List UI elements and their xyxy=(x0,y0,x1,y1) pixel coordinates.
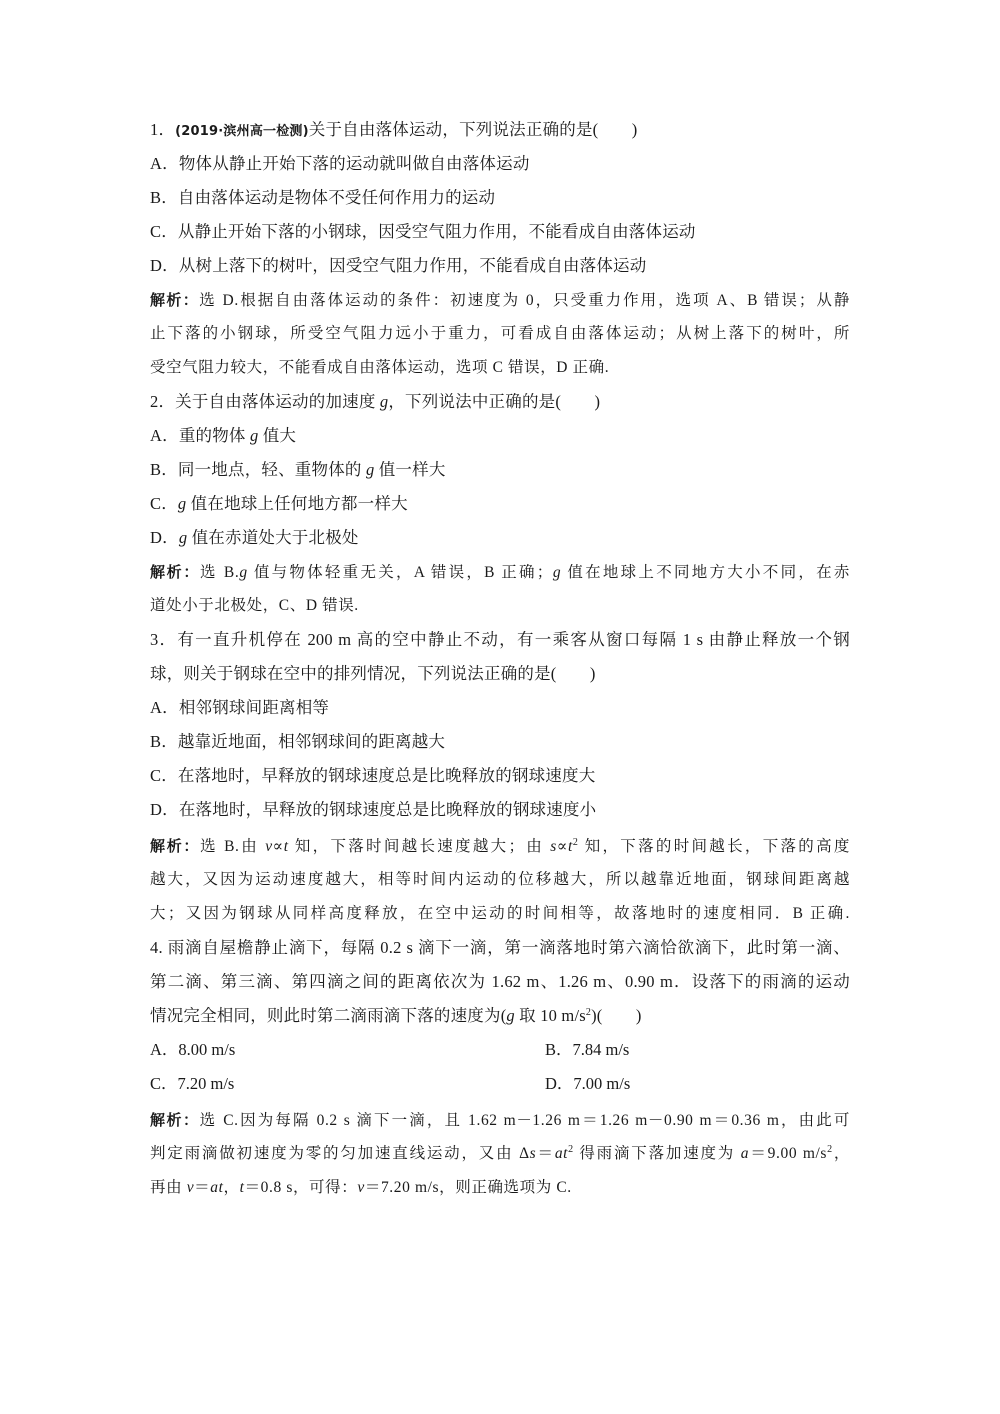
q3-option-c: C．在落地时，早释放的钢球速度总是比晚释放的钢球速度大 xyxy=(150,766,596,785)
q2-option-d: D．g 值在赤道处大于北极处 xyxy=(150,528,359,547)
analysis-label: 解析： xyxy=(150,291,200,309)
q1-analysis-line-1: 解析：选 D.根据自由落体运动的条件：初速度为 0，只受重力作用，选项 A、B 错误；从静 xyxy=(150,291,850,309)
q1-option-a: A．物体从静止开始下落的运动就叫做自由落体运动 xyxy=(150,154,530,173)
q1-analysis-line-2: 止下落的小钢球，所受空气阻力远小于重力，可看成自由落体运动；从树上落下的树叶，所 xyxy=(150,325,850,342)
q2-analysis-line-1: 解析：选 B.g 值与物体轻重无关，A 错误，B 正确；g 值在地球上不同地方大小不同，在赤 xyxy=(150,563,850,581)
q1-stem-text: 关于自由落体运动，下列说法正确的是( ) xyxy=(308,120,638,139)
q1-number: 1． xyxy=(150,120,176,139)
q1-source: (2019·滨州高一检测) xyxy=(175,124,309,139)
q4-option-a: A．8.00 m/s xyxy=(150,1040,236,1059)
q3-analysis-line-3: 大；又因为钢球从同样高度释放，在空中运动的时间相等，故落地时的速度相同．B 正确. xyxy=(150,905,850,922)
q2-option-c: C．g 值在地球上任何地方都一样大 xyxy=(150,494,408,513)
q3-option-a: A．相邻钢球间距离相等 xyxy=(150,698,330,717)
q3-stem-line-1: 3．有一直升机停在 200 m 高的空中静止不动，有一乘客从窗口每隔 1 s 由静止释放一个钢 xyxy=(150,630,850,649)
q4-analysis-line-1: 解析：选 C.因为每隔 0.2 s 滴下一滴，且 1.62 m－1.26 m＝1.26 m－0.90 m＝0.36 m，由此可 xyxy=(150,1111,850,1129)
q1-analysis-line-3: 受空气阻力较大，不能看成自由落体运动，选项 C 错误，D 正确. xyxy=(150,359,610,376)
q3-stem-line-2: 球，则关于钢球在空中的排列情况，下列说法正确的是( ) xyxy=(150,664,596,683)
q4-option-b: B．7.84 m/s xyxy=(545,1040,630,1059)
q4-option-c: C．7.20 m/s xyxy=(150,1074,235,1093)
q3-option-b: B．越靠近地面，相邻钢球间的距离越大 xyxy=(150,732,446,751)
q2-analysis-line-2: 道处小于北极处，C、D 错误. xyxy=(150,597,359,614)
q4-stem-line-1: 4. 雨滴自屋檐静止滴下，每隔 0.2 s 滴下一滴，第一滴落地时第六滴恰欲滴下，此时第一滴、 xyxy=(150,938,850,957)
q1-option-d: D．从树上落下的树叶，因受空气阻力作用，不能看成自由落体运动 xyxy=(150,256,647,275)
q2-option-b: B．同一地点，轻、重物体的 g 值一样大 xyxy=(150,460,446,479)
q2-option-a: A．重的物体 g 值大 xyxy=(150,426,297,445)
q3-option-d: D．在落地时，早释放的钢球速度总是比晚释放的钢球速度小 xyxy=(150,800,597,819)
q3-analysis-line-1: 解析：选 B.由 v∝t 知，下落时间越长速度越大；由 $s\propto t^2$ 知，下落的时间越长，下落的高度 xyxy=(150,837,850,855)
q3-analysis-line-2: 越大，又因为运动速度越大，相等时间内运动的位移越大，所以越靠近地面，钢球间距离越 xyxy=(150,871,850,888)
q2-stem: 2．关于自由落体运动的加速度 g，下列说法中正确的是( ) xyxy=(150,392,601,411)
q4-option-d: D．7.00 m/s xyxy=(545,1074,631,1093)
q4-stem-line-3: 情况完全相同，则此时第二滴雨滴下落的速度为(g 取 10 $m/s^2$)( ) xyxy=(150,1006,642,1025)
q1-option-c: C．从静止开始下落的小钢球，因受空气阻力作用，不能看成自由落体运动 xyxy=(150,222,696,241)
q4-analysis-line-3: 再由 v＝at，t＝0.8 s，可得：v＝7.20 m/s，则正确选项为 C. xyxy=(150,1179,572,1196)
q4-analysis-line-2: 判定雨滴做初速度为零的匀加速直线运动，又由 $\Delta s=at^2$ 得雨滴下落加速度为 a＝9.00 $m/s^2$， xyxy=(150,1144,850,1162)
q1-option-b: B．自由落体运动是物体不受任何作用力的运动 xyxy=(150,188,496,207)
q4-stem-line-2: 第二滴、第三滴、第四滴之间的距离依次为 1.62 m、1.26 m、0.90 m．设落下的雨滴的运动 xyxy=(150,972,850,991)
q1-stem xyxy=(150,118,637,144)
